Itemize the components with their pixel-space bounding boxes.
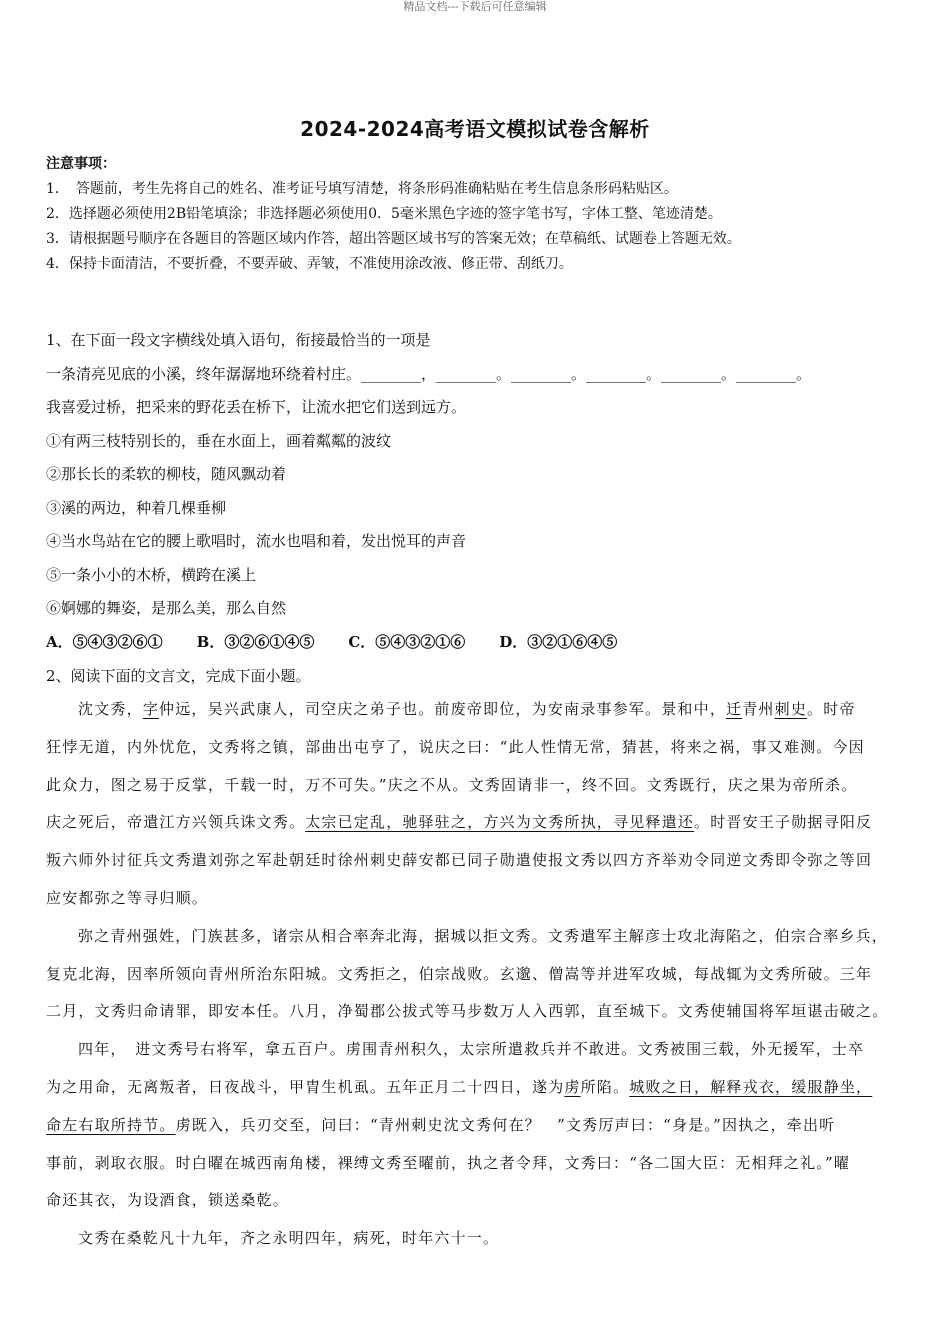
sentence-option: ③溪的两边，种着几棵垂柳	[46, 498, 227, 517]
passage-line: 复克北海，因率所领向青州所治东阳城。文秀拒之，伯宗战败。玄邈、僧嵩等并进军攻城，每战辄为文秀所破。三年	[46, 964, 873, 983]
passage-line: 命还其衣，为设酒食，锁送桑乾。	[46, 1191, 290, 1210]
passage-line: 二月，文秀归命请罪，即安本任。八月，净蜀郡公拔式等马步数万人入西郭，直至城下。文秀使辅国将军垣谌击破之。	[46, 1002, 889, 1021]
passage-line: 庆之死后，帝遣江方兴领兵诛文秀。太宗已定乱，驰驿驻之，方兴为文秀所执，寻见释遣还。时晋安王子勋据寻阳反	[46, 813, 873, 832]
page-header: 精品文档---下载后可任意编辑	[403, 0, 547, 13]
underlined-sentence: 命左右取所持节。	[46, 1115, 176, 1134]
question-passage-continued: 我喜爱过桥，把采来的野花丢在桥下，让流水把它们送到远方。	[46, 398, 467, 416]
question-passage: 一条清亮见底的小溪，终年潺潺地环绕着村庄。________，________。________。________。________。________。	[46, 364, 812, 383]
notes-section	[46, 152, 906, 277]
underlined-word: 字	[142, 700, 160, 718]
sentence-option: ⑤一条小小的木桥，横跨在溪上	[46, 565, 257, 584]
note-item: 3．请根据题号顺序在各题目的答题区域内作答，超出答题区域书写的答案无效；在草稿纸、试题卷上答题无效。	[46, 231, 741, 247]
passage-line: 命左右取所持节。虏既入，兵刃交至，问曰：“青州刺史沈文秀何在？ ”文秀厉声曰：“身是。”因执之，牵出听	[46, 1115, 836, 1134]
page-title: 2024-2024高考语文模拟试卷含解析	[300, 117, 650, 141]
answer-options	[46, 626, 916, 660]
passage-line: 应安都弥之等寻归顺。	[46, 888, 209, 907]
passage-line: 弥之青州强姓，门族甚多，诸宗从相合率奔北海，据城以拒文秀。文秀遣军主解彦士攻北海陷之，伯宗合率乡兵，	[78, 926, 889, 945]
passage-line: 此众力，图之易于反掌，千载一时，万不可失。”庆之不从。文秀固请非一，终不回。文秀既行，庆之果为帝所杀。	[46, 775, 858, 794]
underlined-sentence: 太宗已定乱，驰驿驻之，方兴为文秀所执，寻见释遣还	[305, 813, 695, 832]
passage-line: 四年， 进文秀号右将军，拿五百户。虏围青州积久，太宗所遣救兵并不敢进。文秀被围三载，外无援军，士卒	[78, 1040, 865, 1059]
question-stem: 1、在下面一段文字横线处填入语句，衔接最恰当的一项是	[46, 331, 431, 349]
notes-heading: 注意事项：	[46, 156, 116, 172]
passage-line: 叛六师外讨征兵文秀遣刘弥之军赴朝廷时徐州刺史薛安都已同子勋遣使报文秀以四方齐举劝令同逆文秀即令弥之等回	[46, 851, 873, 870]
passage-line: 事前，剥取衣服。时白曜在城西南角楼，裸缚文秀至曜前，执之者令拜，文秀曰：“各二国大臣：无相拜之礼。”曜	[46, 1153, 851, 1172]
sentence-option: ⑥婀娜的舞姿，是那么美，那么自然	[46, 599, 287, 617]
answer-option-d: D．③②①⑥④⑤	[499, 632, 618, 651]
note-item: 1． 答题前，考生先将自己的姓名、准考证号填写清楚，将条形码准确粘贴在考生信息条形码粘贴区。	[46, 181, 678, 197]
underlined-sentence: 城败之日，解释戎衣，缓服静坐，	[629, 1077, 873, 1096]
answer-option-b: B．③②⑥①④⑤	[196, 632, 315, 651]
note-item: 2．选择题必须使用2B铅笔填涂；非选择题必须使用0．5毫米黑色字迹的签字笔书写，字体工整、笔迹清楚。	[46, 206, 722, 222]
passage-line: 为之用命，无离叛者，日夜战斗，甲胄生机虱。五年正月二十四日，遂为虏所陷。城败之日，解释戎衣，缓服静坐，	[46, 1077, 873, 1096]
question-stem: 2、阅读下面的文言文，完成下面小题。	[46, 667, 311, 685]
underlined-word: 刺史	[774, 700, 808, 718]
underlined-word: 迁	[726, 700, 743, 718]
note-item: 4．保持卡面清洁，不要折叠，不要弄破、弄皱，不准使用涂改液、修正带、刮纸刀。	[46, 256, 573, 272]
answer-option-a: A．⑤④③②⑥①	[46, 632, 163, 651]
sentence-option: ①有两三枝特别长的，垂在水面上，画着粼粼的波纹	[46, 431, 392, 450]
passage-line: 沈文秀，字仲远，吴兴武康人，司空庆之弟子也。前废帝即位，为安南录事参军。景和中，迁青州刺史。时帝	[78, 700, 856, 718]
sentence-option: ④当水鸟站在它的腰上歌唱时，流水也唱和着，发出悦耳的声音	[46, 532, 467, 550]
sentence-option: ②那长长的柔软的柳枝，随风飘动着	[46, 465, 287, 483]
classical-passage	[46, 691, 906, 1258]
passage-line: 文秀在桑乾凡十九年，齐之永明四年，病死，时年六十一。	[78, 1229, 500, 1248]
question-2	[46, 661, 906, 1258]
passage-line: 狂悖无道，内外忧危，文秀将之镇，部曲出屯亨了，说庆之曰：“此人性情无常，猜甚，将来之祸，事又难测。今因	[46, 737, 865, 756]
answer-option-c: C．⑤④③②①⑥	[348, 632, 466, 651]
question-1	[46, 324, 916, 659]
underlined-word: 虏	[564, 1077, 581, 1096]
